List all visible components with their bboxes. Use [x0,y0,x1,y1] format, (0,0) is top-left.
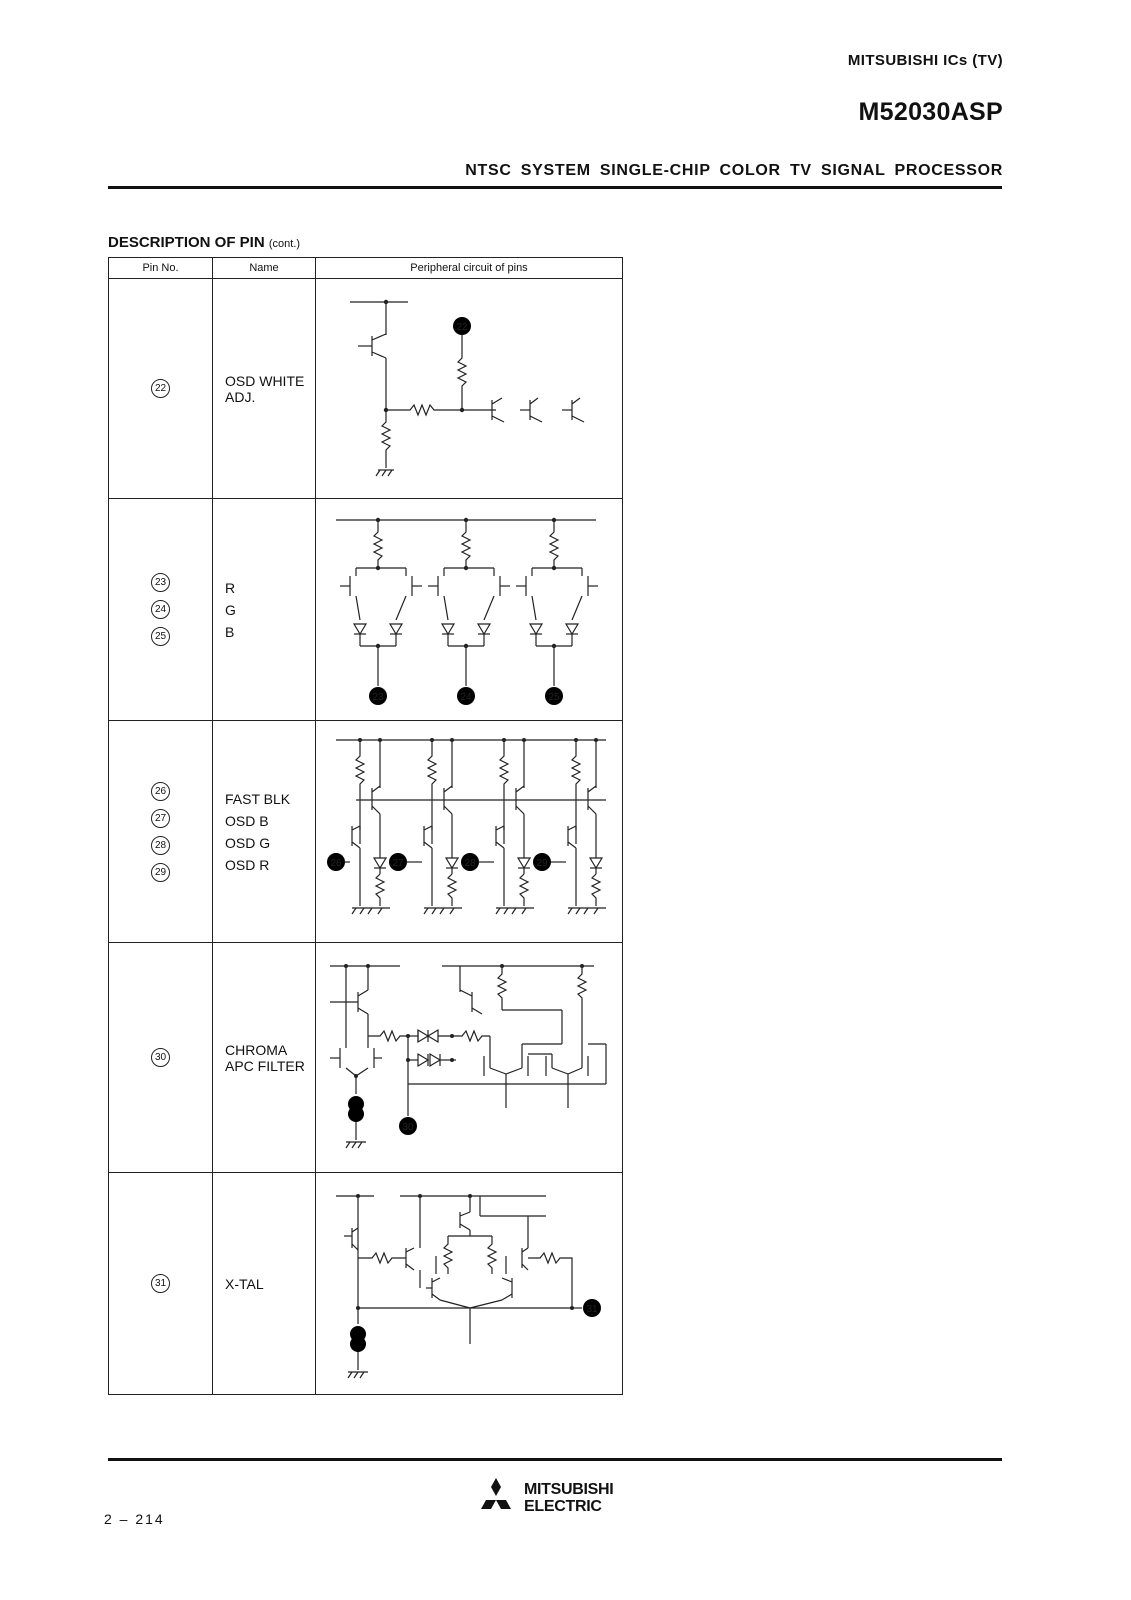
pin-number: 25 [151,627,170,646]
header-circuit: Peripheral circuit of pins [316,258,623,279]
table-row [109,943,623,1173]
table-row [109,499,623,721]
header-brand: MITSUBISHI ICs (TV) [847,52,1003,69]
pin-name-cell [213,721,316,943]
pin-name-cell [213,1173,316,1395]
section-title-suffix: (cont.) [268,238,301,250]
pin-number: 30 [151,1048,170,1067]
table-row [109,1173,623,1395]
circuit-pin-label: 28 [464,857,476,869]
circuit-pin-label: 26 [330,857,342,869]
mitsubishi-diamonds-icon [474,1478,518,1518]
table-row [109,721,623,943]
pin-description-table [108,257,623,1395]
circuit-pin-label: 23 [372,691,384,703]
page-number: 2 – 214 [104,1511,165,1527]
circuit-cell [316,1173,623,1395]
pin-name: G [225,601,236,618]
circuit-diagram-23-25 [316,500,622,720]
pin-name-cell [213,499,316,721]
pin-name-cell [213,943,316,1173]
pin-number: 24 [151,600,170,619]
pin-no-cell [109,499,213,721]
logo-text [524,1481,613,1515]
pin-number: 29 [151,863,170,882]
circuit-pin-label: 22 [456,321,468,333]
logo-line2: ELECTRIC [524,1498,602,1515]
pin-no-cell [109,943,213,1173]
pin-number: 28 [151,836,170,855]
header-pin-no: Pin No. [109,258,213,279]
pin-number: 26 [151,782,170,801]
logo-line1: MITSUBISHI [524,1481,614,1498]
pin-number: 23 [151,573,170,592]
pin-name: X-TAL [225,1275,264,1292]
section-title-text: DESCRIPTION OF PIN [108,234,265,251]
circuit-pin-label: 27 [392,857,404,869]
pin-name: B [225,623,235,640]
pin-name: OSD G [225,834,271,851]
circuit-diagram-22 [316,280,622,498]
pin-name: APC FILTER [225,1057,305,1074]
circuit-pin-label: 29 [536,857,548,869]
circuit-pin-label: 30 [402,1121,414,1133]
pin-no-cell [109,279,213,499]
circuit-cell [316,279,623,499]
pin-no-cell [109,721,213,943]
pin-no-cell [109,1173,213,1395]
circuit-cell [316,943,623,1173]
pin-number: 22 [151,379,170,398]
pin-name-cell [213,279,316,499]
pin-name: R [225,579,236,596]
pin-name: FAST BLK [225,790,291,807]
table-row [109,279,623,499]
circuit-pin-label: 31 [586,1303,598,1315]
section-title [108,234,300,251]
circuit-pin-label: 24 [460,691,472,703]
circuit-diagram-31 [316,1174,622,1394]
mitsubishi-logo [474,1478,613,1518]
circuit-cell [316,721,623,943]
bottom-rule [108,1458,1002,1461]
pin-name: OSD WHITE [225,372,305,389]
pin-name: CHROMA [225,1041,288,1058]
pin-name: OSD R [225,856,270,873]
header-subtitle: NTSC SYSTEM SINGLE-CHIP COLOR TV SIGNAL PROCESSOR [465,162,1003,179]
header-part-number: M52030ASP [858,98,1003,126]
top-rule [108,186,1002,189]
circuit-pin-label: 25 [548,691,560,703]
circuit-diagram-26-29 [316,722,622,942]
circuit-diagram-30 [316,944,622,1172]
pin-number: 31 [151,1274,170,1293]
pin-number: 27 [151,809,170,828]
pin-name: ADJ. [225,388,256,405]
table-header-row [109,258,623,279]
pin-name: OSD B [225,812,269,829]
circuit-cell [316,499,623,721]
header-name: Name [213,258,316,279]
